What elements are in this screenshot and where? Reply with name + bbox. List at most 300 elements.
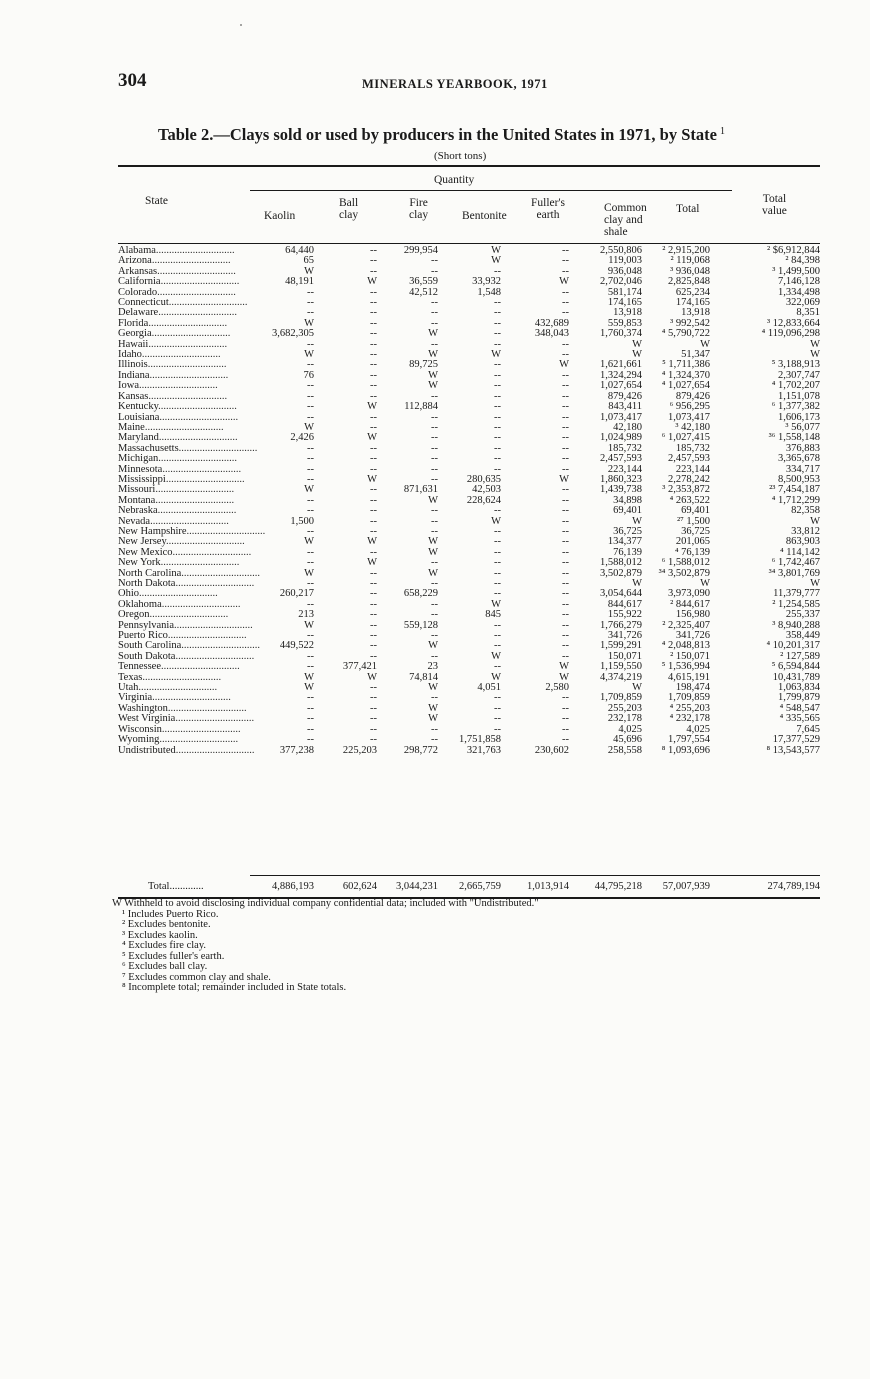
row-state-name: Maryland bbox=[118, 432, 159, 444]
cell-ball-clay: -- bbox=[370, 588, 377, 600]
cell-bentonite: W bbox=[491, 515, 501, 527]
cell-fire-clay: W bbox=[428, 369, 438, 381]
cell-ball-clay: 225,203 bbox=[342, 744, 377, 756]
header-kaolin: Kaolin bbox=[264, 210, 296, 222]
row-state-name: Minnesota bbox=[118, 463, 163, 475]
total-label-text: Total bbox=[148, 881, 170, 892]
cell-kaolin: -- bbox=[307, 411, 314, 423]
row-state-name: Connecticut bbox=[118, 297, 169, 309]
cell-bentonite: 321,763 bbox=[466, 744, 501, 756]
row-leader-dots: .............................. bbox=[161, 661, 240, 673]
cell-kaolin: W bbox=[304, 484, 314, 496]
cell-common-clay: 13,918 bbox=[613, 307, 642, 319]
cell-total-quantity: 1,073,417 bbox=[668, 411, 710, 423]
cell-kaolin: -- bbox=[307, 401, 314, 413]
cell-fullers-earth: -- bbox=[562, 245, 569, 256]
cell-total-quantity: 13,918 bbox=[681, 307, 710, 319]
row-leader-dots: .............................. bbox=[148, 338, 228, 350]
cell-common-clay: 232,178 bbox=[607, 713, 642, 725]
cell-total-quantity: ³ 2,353,872 bbox=[662, 484, 710, 496]
cell-common-clay: 134,377 bbox=[607, 536, 642, 548]
cell-bentonite: -- bbox=[494, 713, 501, 725]
cell-common-clay: W bbox=[632, 338, 642, 350]
cell-fullers-earth: -- bbox=[562, 578, 569, 589]
cell-bentonite: -- bbox=[494, 338, 501, 350]
header-fire-clay bbox=[409, 197, 428, 221]
cell-ball-clay: -- bbox=[370, 380, 377, 392]
cell-total-quantity: 2,825,848 bbox=[668, 276, 710, 288]
cell-kaolin: -- bbox=[307, 390, 314, 402]
cell-bentonite: -- bbox=[494, 702, 501, 714]
cell-common-clay: 341,726 bbox=[607, 630, 642, 642]
cell-fullers-earth: -- bbox=[562, 598, 569, 610]
cell-common-clay: 42,180 bbox=[613, 421, 642, 433]
cell-ball-clay: W bbox=[367, 536, 377, 548]
cell-ball-clay: W bbox=[367, 557, 377, 569]
cell-kaolin: -- bbox=[307, 380, 314, 392]
cell-fire-clay: -- bbox=[431, 265, 438, 277]
cell-total-value: 7,146,128 bbox=[778, 276, 820, 288]
cell-fullers-earth: -- bbox=[562, 286, 569, 298]
cell-fire-clay: 299,954 bbox=[403, 245, 438, 256]
cell-common-clay: 185,732 bbox=[607, 442, 642, 454]
cell-total-quantity: 879,426 bbox=[675, 390, 710, 402]
cell-total-value: ⁶ 1,377,382 bbox=[771, 401, 820, 413]
cell-bentonite: -- bbox=[494, 442, 501, 454]
cell-total-quantity: 3,973,090 bbox=[668, 588, 710, 600]
cell-bentonite: -- bbox=[494, 307, 501, 319]
cell-ball-clay: W bbox=[367, 473, 377, 485]
cell-fullers-earth: -- bbox=[562, 411, 569, 423]
cell-total-value: ⁴ 119,096,298 bbox=[761, 328, 820, 340]
cell-ball-clay: -- bbox=[370, 609, 377, 621]
row-state-name: Pennsylvania bbox=[118, 619, 174, 631]
cell-fire-clay: -- bbox=[431, 463, 438, 475]
cell-total-value: 358,449 bbox=[785, 630, 820, 642]
cell-ball-clay: -- bbox=[370, 328, 377, 340]
cell-ball-clay: -- bbox=[370, 505, 377, 517]
cell-kaolin: 449,522 bbox=[279, 640, 314, 652]
row-state-name: Maine bbox=[118, 421, 145, 433]
cell-total-value: ³⁶ 1,558,148 bbox=[768, 432, 820, 444]
cell-total-value: ²³ 7,454,187 bbox=[769, 484, 820, 496]
cell-fullers-earth: -- bbox=[562, 390, 569, 402]
row-state-name: Tennessee bbox=[118, 661, 161, 673]
cell-bentonite: -- bbox=[494, 421, 501, 433]
row-leader-dots: .............................. bbox=[167, 702, 247, 714]
row-state-name: Wyoming bbox=[118, 734, 160, 746]
cell-fullers-earth: W bbox=[559, 359, 569, 371]
cell-total-value: 82,358 bbox=[791, 505, 820, 517]
cell-total-value: 8,351 bbox=[796, 307, 820, 319]
cell-fullers-earth: -- bbox=[562, 650, 569, 662]
header-common-clay bbox=[604, 202, 647, 238]
header-ball-clay bbox=[339, 197, 358, 221]
cell-common-clay: 1,621,661 bbox=[600, 359, 642, 371]
cell-ball-clay: -- bbox=[370, 349, 377, 361]
cell-ball-clay: -- bbox=[370, 650, 377, 662]
cell-kaolin: W bbox=[304, 536, 314, 548]
cell-fire-clay: W bbox=[428, 567, 438, 579]
row-state-name: West Virginia bbox=[118, 713, 176, 725]
row-state-name: New Hampshire bbox=[118, 525, 187, 537]
cell-fullers-earth: -- bbox=[562, 307, 569, 319]
cell-kaolin: W bbox=[304, 349, 314, 361]
cell-bentonite: -- bbox=[494, 297, 501, 309]
cell-fullers-earth: -- bbox=[562, 546, 569, 558]
cell-fire-clay: W bbox=[428, 349, 438, 361]
cell-ball-clay: -- bbox=[370, 297, 377, 309]
cell-fire-clay: 42,512 bbox=[409, 286, 438, 298]
cell-ball-clay: W bbox=[367, 401, 377, 413]
cell-total-value: ⁴ 10,201,317 bbox=[766, 640, 820, 652]
cell-fire-clay: -- bbox=[431, 525, 438, 537]
row-leader-dots: .............................. bbox=[158, 432, 238, 444]
cell-fire-clay: 36,559 bbox=[409, 276, 438, 288]
cell-fire-clay: W bbox=[428, 546, 438, 558]
cell-kaolin: 76 bbox=[303, 369, 314, 381]
cell-common-clay: 1,860,323 bbox=[600, 473, 642, 485]
quantity-rule bbox=[250, 190, 732, 191]
cell-fire-clay: W bbox=[428, 682, 438, 694]
cell-ball-clay: -- bbox=[370, 442, 377, 454]
cell-fire-clay: -- bbox=[431, 692, 438, 704]
row-state bbox=[118, 744, 255, 756]
header-ball-clay-line2: clay bbox=[339, 209, 359, 221]
cell-bentonite: -- bbox=[494, 567, 501, 579]
cell-ball-clay: -- bbox=[370, 702, 377, 714]
cell-common-clay: 2,702,046 bbox=[600, 276, 642, 288]
row-state-name: Massachusetts bbox=[118, 442, 179, 454]
total-quantity: 57,007,939 bbox=[662, 881, 710, 892]
row-state-name: New Jersey bbox=[118, 536, 167, 548]
cell-ball-clay: -- bbox=[370, 265, 377, 277]
header-bottom-rule bbox=[118, 243, 820, 244]
cell-ball-clay: -- bbox=[370, 578, 377, 589]
cell-ball-clay: -- bbox=[370, 682, 377, 694]
cell-fire-clay: -- bbox=[431, 453, 438, 465]
total-label bbox=[118, 881, 250, 892]
row-leader-dots: .............................. bbox=[150, 515, 229, 527]
cell-total-value: W bbox=[810, 515, 820, 527]
row-state-name: California bbox=[118, 276, 161, 288]
cell-total-quantity: ⁴ 1,324,370 bbox=[661, 369, 710, 381]
row-state-name: Idaho bbox=[118, 349, 142, 361]
running-head: MINERALS YEARBOOK, 1971 bbox=[362, 77, 548, 91]
cell-total-quantity: 341,726 bbox=[675, 630, 710, 642]
row-leader-dots: .............................. bbox=[178, 442, 258, 454]
cell-total-quantity: ⁵ 1,711,386 bbox=[662, 359, 710, 371]
cell-bentonite: -- bbox=[494, 359, 501, 371]
row-leader-dots: .............................. bbox=[159, 411, 239, 423]
cell-total-quantity: ⁴ 232,178 bbox=[669, 713, 710, 725]
row-state-name: Washington bbox=[118, 702, 168, 714]
footnote: ⁸ Incomplete total; remainder included in State totals. bbox=[122, 982, 347, 993]
row-state-name: New York bbox=[118, 557, 161, 569]
cell-kaolin: W bbox=[304, 682, 314, 694]
cell-fullers-earth: -- bbox=[562, 557, 569, 569]
cell-total-value: ⁵ 6,594,844 bbox=[771, 661, 820, 673]
cell-bentonite: W bbox=[491, 598, 501, 610]
row-state-name: Mississippi bbox=[118, 473, 166, 485]
cell-kaolin: -- bbox=[307, 359, 314, 371]
row-leader-dots: .............................. bbox=[166, 536, 245, 548]
cell-common-clay: 843,411 bbox=[608, 401, 642, 413]
cell-fullers-earth: -- bbox=[562, 453, 569, 465]
row-leader-dots: .............................. bbox=[149, 369, 229, 381]
cell-fire-clay: -- bbox=[431, 442, 438, 454]
cell-total-quantity: ² 150,071 bbox=[670, 650, 710, 662]
cell-fire-clay: 298,772 bbox=[403, 744, 438, 756]
cell-fullers-earth: -- bbox=[562, 567, 569, 579]
row-state-name: Florida bbox=[118, 317, 149, 329]
row-state-name: North Carolina bbox=[118, 567, 182, 579]
cell-total-value: ⁵ 3,188,913 bbox=[771, 359, 820, 371]
table-row bbox=[118, 340, 820, 350]
cell-total-quantity: ⁴ 1,027,654 bbox=[661, 380, 710, 392]
cell-total-quantity: ² 2,325,407 bbox=[662, 619, 710, 631]
cell-total-value: W bbox=[810, 349, 820, 361]
cell-ball-clay: -- bbox=[370, 619, 377, 631]
row-leader-dots: .............................. bbox=[147, 359, 227, 371]
cell-ball-clay: -- bbox=[370, 567, 377, 579]
cell-ball-clay: -- bbox=[370, 525, 377, 537]
row-leader-dots: .............................. bbox=[157, 286, 236, 298]
table-total-row bbox=[118, 881, 820, 892]
cell-ball-clay: -- bbox=[370, 723, 377, 735]
cell-total-quantity: 69,401 bbox=[681, 505, 710, 517]
cell-ball-clay: -- bbox=[370, 307, 377, 319]
cell-bentonite: -- bbox=[494, 640, 501, 652]
cell-fullers-earth: -- bbox=[562, 525, 569, 537]
cell-fullers-earth: -- bbox=[562, 609, 569, 621]
footnote: ⁷ Excludes common clay and shale. bbox=[122, 971, 271, 983]
row-state-name: South Carolina bbox=[118, 640, 182, 652]
cell-fire-clay: W bbox=[428, 328, 438, 340]
row-state-name: Arizona bbox=[118, 255, 152, 267]
cell-total-value: 1,151,078 bbox=[778, 390, 820, 402]
cell-common-clay: 4,025 bbox=[618, 723, 642, 735]
cell-fullers-earth: -- bbox=[562, 432, 569, 444]
cell-fire-clay: W bbox=[428, 713, 438, 725]
cell-kaolin: -- bbox=[307, 661, 314, 673]
cell-ball-clay: W bbox=[367, 432, 377, 444]
cell-ball-clay: W bbox=[367, 671, 377, 683]
cell-kaolin: 48,191 bbox=[285, 276, 314, 288]
cell-fullers-earth: -- bbox=[562, 369, 569, 381]
cell-kaolin: -- bbox=[307, 546, 314, 558]
cell-ball-clay: -- bbox=[370, 598, 377, 610]
cell-fullers-earth: -- bbox=[562, 255, 569, 267]
cell-fullers-earth: -- bbox=[562, 442, 569, 454]
cell-common-clay: 1,588,012 bbox=[600, 557, 642, 569]
cell-total-quantity: 174,165 bbox=[675, 297, 710, 309]
cell-bentonite: -- bbox=[494, 692, 501, 704]
row-state-name: Undistributed bbox=[118, 744, 176, 756]
cell-total-value: 17,377,529 bbox=[772, 734, 820, 746]
cell-fire-clay: 89,725 bbox=[409, 359, 438, 371]
cell-fire-clay: -- bbox=[431, 432, 438, 444]
cell-fire-clay: -- bbox=[431, 421, 438, 433]
cell-common-clay: 3,054,644 bbox=[600, 588, 642, 600]
cell-total-value: 1,334,498 bbox=[778, 286, 820, 298]
total-common-clay: 44,795,218 bbox=[594, 881, 642, 892]
cell-total-value: ³ 12,833,664 bbox=[766, 317, 820, 329]
cell-fire-clay: -- bbox=[431, 297, 438, 309]
header-total: Total bbox=[676, 203, 700, 215]
cell-total-value: ³ 56,077 bbox=[785, 421, 820, 433]
footnote: ¹ Includes Puerto Rico. bbox=[122, 908, 219, 920]
row-state-name: Kansas bbox=[118, 390, 149, 402]
cell-common-clay: 1,024,989 bbox=[600, 432, 642, 444]
cell-kaolin: -- bbox=[307, 578, 314, 589]
cell-kaolin: -- bbox=[307, 505, 314, 517]
page-number: 304 bbox=[118, 70, 147, 91]
cell-total-value: 863,903 bbox=[785, 536, 820, 548]
cell-fire-clay: -- bbox=[431, 338, 438, 350]
cell-ball-clay: -- bbox=[370, 255, 377, 267]
cell-common-clay: 76,139 bbox=[613, 546, 642, 558]
cell-fire-clay: W bbox=[428, 702, 438, 714]
footnote: ⁴ Excludes fire clay. bbox=[122, 940, 207, 951]
cell-common-clay: 119,003 bbox=[608, 255, 642, 267]
cell-total-quantity: ⁶ 1,027,415 bbox=[661, 432, 710, 444]
cell-ball-clay: -- bbox=[370, 630, 377, 642]
cell-kaolin: -- bbox=[307, 650, 314, 662]
cell-fullers-earth: -- bbox=[562, 588, 569, 600]
cell-kaolin: 3,682,305 bbox=[272, 328, 314, 340]
cell-kaolin: 260,217 bbox=[279, 588, 314, 600]
cell-total-value: W bbox=[810, 578, 820, 589]
header-fullers-earth bbox=[531, 197, 565, 221]
cell-fullers-earth: -- bbox=[562, 505, 569, 517]
cell-total-quantity: ⁴ 263,522 bbox=[669, 494, 710, 506]
cell-total-value: ⁴ 335,565 bbox=[779, 713, 820, 725]
table-row bbox=[118, 746, 820, 756]
cell-common-clay: 2,550,806 bbox=[600, 245, 642, 256]
cell-common-clay: 1,159,550 bbox=[600, 661, 642, 673]
cell-ball-clay: -- bbox=[370, 245, 377, 256]
cell-ball-clay: -- bbox=[370, 494, 377, 506]
cell-fire-clay: -- bbox=[431, 505, 438, 517]
header-fire-clay-line2: clay bbox=[409, 209, 429, 221]
cell-bentonite: -- bbox=[494, 390, 501, 402]
cell-bentonite: -- bbox=[494, 505, 501, 517]
cell-common-clay: 1,760,374 bbox=[600, 328, 642, 340]
cell-fire-clay: -- bbox=[431, 390, 438, 402]
cell-kaolin: W bbox=[304, 265, 314, 277]
row-state-name: Nebraska bbox=[118, 505, 158, 517]
footnote: ³ Excludes kaolin. bbox=[122, 929, 198, 941]
row-leader-dots: .............................. bbox=[162, 463, 242, 475]
header-fire-clay-line1: Fire bbox=[409, 197, 428, 209]
cell-fire-clay: 871,631 bbox=[403, 484, 438, 496]
cell-fullers-earth: -- bbox=[562, 515, 569, 527]
cell-total-quantity: 1,709,859 bbox=[668, 692, 710, 704]
cell-bentonite: 845 bbox=[485, 609, 501, 621]
cell-total-quantity: ² 2,915,200 bbox=[662, 245, 710, 256]
cell-bentonite: -- bbox=[494, 411, 501, 423]
cell-total-quantity: ² 119,068 bbox=[670, 255, 710, 267]
cell-fullers-earth: -- bbox=[562, 297, 569, 309]
row-state-name: Puerto Rico bbox=[118, 630, 168, 642]
row-state-name: Oklahoma bbox=[118, 598, 162, 610]
cell-total-quantity: ³ 936,048 bbox=[670, 265, 710, 277]
cell-fullers-earth: -- bbox=[562, 380, 569, 392]
cell-kaolin: 65 bbox=[303, 255, 314, 267]
cell-bentonite: -- bbox=[494, 453, 501, 465]
cell-common-clay: W bbox=[632, 515, 642, 527]
cell-kaolin: 2,426 bbox=[290, 432, 314, 444]
cell-ball-clay: -- bbox=[370, 359, 377, 371]
cell-common-clay: 559,853 bbox=[607, 317, 642, 329]
cell-fire-clay: -- bbox=[431, 255, 438, 267]
cell-bentonite: 1,548 bbox=[477, 286, 501, 298]
cell-bentonite: -- bbox=[494, 463, 501, 475]
cell-bentonite: W bbox=[491, 650, 501, 662]
cell-total-quantity: ²⁷ 1,500 bbox=[676, 515, 710, 527]
cell-fullers-earth: -- bbox=[562, 463, 569, 475]
cell-total-quantity: 625,234 bbox=[675, 286, 710, 298]
row-state-name: Missouri bbox=[118, 484, 156, 496]
row-state-name: Alabama bbox=[118, 245, 156, 256]
cell-total-quantity: 36,725 bbox=[681, 525, 710, 537]
cell-kaolin: -- bbox=[307, 630, 314, 642]
cell-total-quantity: 2,278,242 bbox=[668, 473, 710, 485]
row-state-name: North Dakota bbox=[118, 578, 176, 589]
cell-bentonite: -- bbox=[494, 630, 501, 642]
cell-bentonite: W bbox=[491, 349, 501, 361]
row-state-name: Virginia bbox=[118, 692, 153, 704]
row-state-name: Hawaii bbox=[118, 338, 149, 350]
cell-common-clay: 581,174 bbox=[607, 286, 642, 298]
cell-total-quantity: 2,457,593 bbox=[668, 453, 710, 465]
cell-fullers-earth: -- bbox=[562, 723, 569, 735]
cell-common-clay: W bbox=[632, 682, 642, 694]
cell-common-clay: 4,374,219 bbox=[600, 671, 642, 683]
cell-total-value: ³ 1,499,500 bbox=[772, 265, 820, 277]
cell-ball-clay: -- bbox=[370, 484, 377, 496]
cell-fire-clay: 658,229 bbox=[403, 588, 438, 600]
cell-common-clay: W bbox=[632, 349, 642, 361]
row-leader-dots: .............................. bbox=[159, 734, 239, 746]
cell-ball-clay: -- bbox=[370, 453, 377, 465]
cell-fullers-earth: -- bbox=[562, 702, 569, 714]
total-kaolin: 4,886,193 bbox=[272, 881, 314, 892]
footnote-withheld: W Withheld to avoid disclosing individual company confidential data; included with "Undistributed." bbox=[112, 898, 539, 909]
cell-ball-clay: -- bbox=[370, 317, 377, 329]
row-state-name: Indiana bbox=[118, 369, 150, 381]
row-leader-dots: .............................. bbox=[161, 723, 241, 735]
cell-fire-clay: -- bbox=[431, 317, 438, 329]
header-total-value-line2: value bbox=[762, 205, 787, 217]
row-leader-dots: .............................. bbox=[157, 265, 236, 277]
cell-total-value: 322,069 bbox=[785, 297, 820, 309]
cell-total-value: 1,063,834 bbox=[778, 682, 820, 694]
row-leader-dots: .............................. bbox=[168, 297, 248, 309]
row-leader-dots: .............................. bbox=[175, 713, 255, 725]
row-state-name: Montana bbox=[118, 494, 156, 506]
cell-fire-clay: -- bbox=[431, 557, 438, 569]
cell-total-value: 1,606,173 bbox=[778, 411, 820, 423]
cell-total-value: 7,645 bbox=[796, 723, 820, 735]
cell-fullers-earth: -- bbox=[562, 265, 569, 277]
cell-fire-clay: W bbox=[428, 536, 438, 548]
cell-total-value: W bbox=[810, 338, 820, 350]
cell-fire-clay: 112,884 bbox=[404, 401, 438, 413]
cell-fire-clay: -- bbox=[431, 650, 438, 662]
cell-total-value: ⁶ 1,742,467 bbox=[771, 557, 820, 569]
